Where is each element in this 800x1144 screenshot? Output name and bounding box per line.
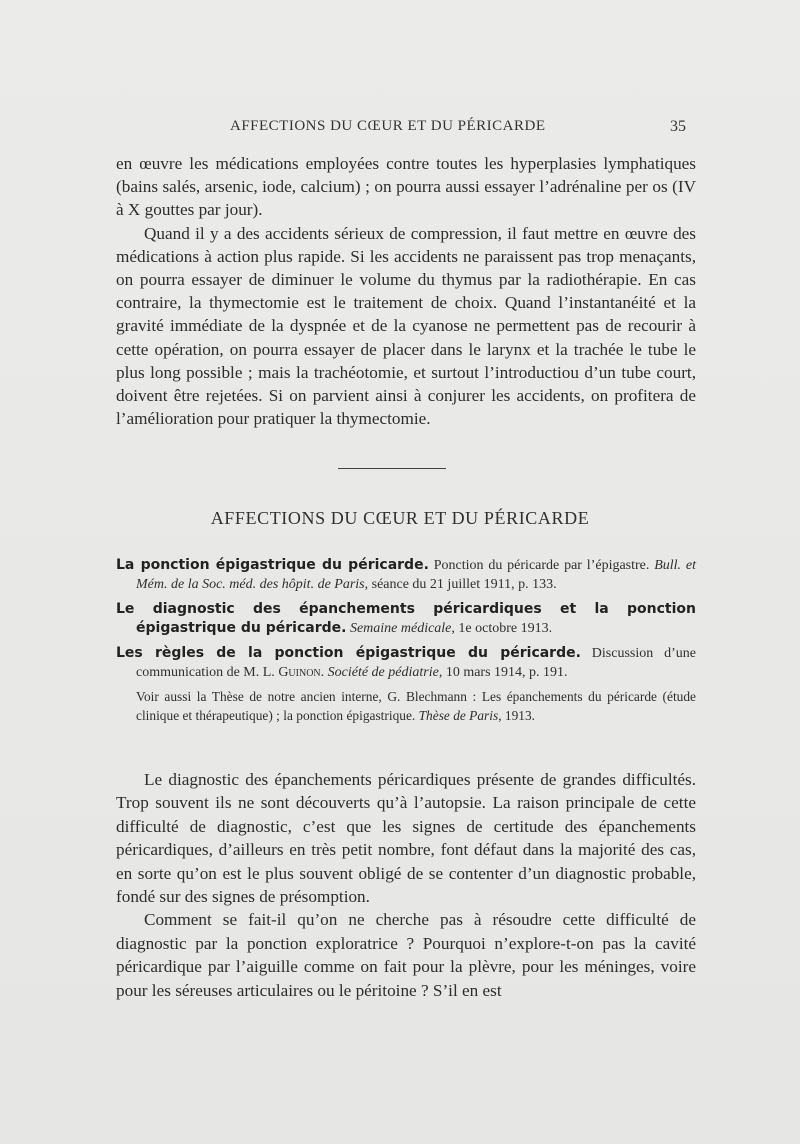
reference-title: Le diagnostic des épanchements péricardiques et la ponction épigastrique du péricarde.	[116, 601, 696, 636]
bibliography	[116, 556, 696, 725]
reference-journal: Bull. et Mém. de la Soc. méd. des hôpit. de Paris	[136, 558, 696, 592]
running-head-title: AFFECTIONS DU CŒUR ET DU PÉRICARDE	[230, 118, 546, 134]
reference-journal: Semaine médicale	[349, 621, 452, 636]
section-divider	[338, 468, 446, 469]
main-paragraph-2: Comment se fait-il qu’on ne cherche pas à résoudre cette difficulté de diagnostic par la ponction exploratrice ? Pourquoi n’explore-t-on pas la cavité péricardique par l’aiguille comme on fait pour la plèvre, pour les méninges, voire pour les séreuses articulaires ou le péritoine ? S’il en est	[116, 910, 696, 1000]
intro-paragraph-1: en œuvre les médications employées contre toutes les hyperplasies lymphatiques (bains salés, arsenic, iode, calcium) ; on pourra aussi essayer l’adrénaline per os (IV à X gouttes par jour).	[116, 154, 696, 220]
reference-title: Les règles de la ponction épigastrique du péricarde.	[116, 645, 581, 661]
reference-author: Guinon	[278, 665, 321, 680]
reference-item: La ponction épigastrique du péricarde. Ponction du péricarde par l’épigastre. Bull. et Mém. de la Soc. méd. des hôpit. de Paris, séance du 21 juillet 1911, p. 133.	[116, 557, 696, 592]
main-paragraph-1: Le diagnostic des épanchements péricardiques présente de grandes difficultés. Trop souvent ils ne sont découverts qu’à l’autopsie. La raison principale de cette difficulté de diagnostic, c’est que les signes de certitude des épanchements péricardiques, d’ailleurs en très petit nombre, font défaut dans la majorité des cas, en sorte qu’on est le plus souvent obligé de se contenter d’un diagnostic probable, fondé sur des signes de présomption.	[116, 770, 696, 907]
running-head	[0, 118, 800, 138]
section-title: AFFECTIONS DU CŒUR ET DU PÉRICARDE	[210, 508, 590, 528]
reference-item: Les règles de la ponction épigastrique du péricarde. Discussion d’une communication de M. L. Guinon. Société de pédiatrie, 10 mars 1914, p. 191.	[116, 645, 696, 680]
reference-note: Voir aussi la Thèse de notre ancien interne, G. Blechmann : Les épanchements du péricarde (étude clinique et thérapeutique) ; la ponction épigastrique. Thèse de Paris, 1913.	[136, 689, 697, 723]
page-number: 35	[670, 118, 686, 135]
intro-text	[116, 152, 696, 430]
intro-paragraph-2: Quand il y a des accidents sérieux de compression, il faut mettre en œuvre des médications à action plus rapide. Si les accidents ne paraissent pas trop menaçants, on pourra essayer de diminuer le volume du thymus par la radiothérapie. En cas contraire, la thymectomie est le traitement de choix. Quand l’instantanéité et la gravité immédiate de la dyspnée et de la cyanose ne permettent pas de recourir à cette opération, on pourra essayer de placer dans le larynx et la trachée le tube le plus long possible ; mais la trachéotomie, et surtout l’introductiou d’un tube court, doivent être rejetées. Si on parvient ainsi à conjurer les accidents, on profitera de l’amélioration pour pratiquer la thymectomie.	[116, 223, 696, 429]
note-journal: Thèse de Paris	[418, 707, 499, 723]
main-text	[116, 768, 696, 1002]
reference-title: La ponction épigastrique du péricarde.	[116, 557, 429, 573]
reference-item: Le diagnostic des épanchements péricardiques et la ponction épigastrique du péricarde. Semaine médicale, 1e octobre 1913.	[116, 601, 696, 636]
note-author: Blechmann	[405, 689, 467, 704]
reference-journal: Société de pédiatrie	[327, 665, 439, 680]
